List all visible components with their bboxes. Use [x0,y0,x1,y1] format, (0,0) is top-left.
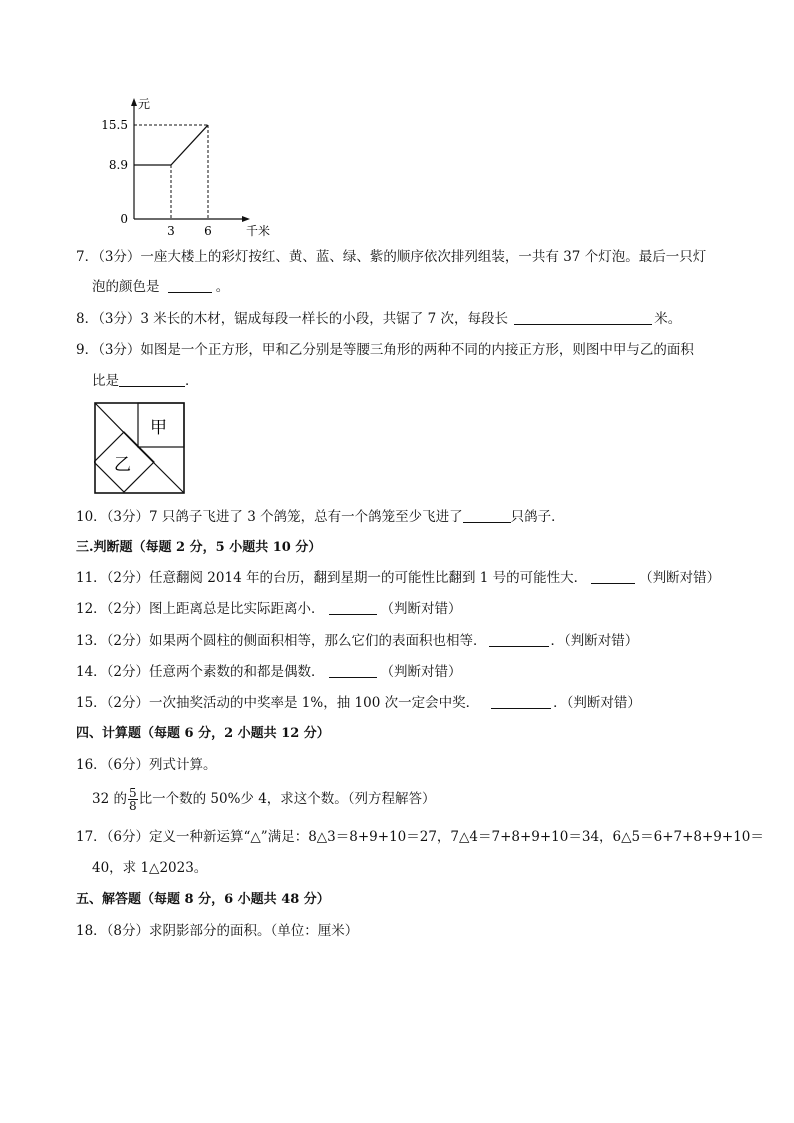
y-tick-label: 15.5 [101,118,128,132]
question-12 [76,600,462,618]
question-15-end: ．（判断对错） [553,695,641,711]
question-15 [76,694,641,712]
label-jia: 甲 [150,418,167,438]
question-8 [76,310,681,328]
section-4-heading: 四、计算题（每题 6 分，2 小题共 12 分） [76,726,330,741]
question-14-text: 14．（2分）任意两个素数的和都是偶数． [76,664,325,680]
question-10 [76,508,565,526]
question-8-text: 8．（3分）3 米长的木材，锯成每段一样长的小段，共锯了 7 次，每段长 [76,311,508,327]
x-axis-label: 千米 [246,224,271,238]
question-7-line-1: 7．（3分）一座大楼上的彩灯按红、黄、蓝、绿、紫的顺序依次排列组装，一共有 37 个灯泡。最后一只灯 [76,249,707,265]
fraction-numerator: 5 [128,786,137,800]
question-12-text: 12．（2分）图上距离总是比实际距离小． [76,601,325,617]
question-10-text: 10．（3分）7 只鸽子飞进了 3 个鸽笼，总有一个鸽笼至少飞进了 [76,509,463,525]
question-12-end: （判断对错） [380,601,462,617]
question-15-text: 15．（2分）一次抽奖活动的中奖率是 1%，抽 100 次一定会中奖． [76,695,480,711]
question-9-end: ． [185,373,199,389]
question-9-answer-blank[interactable] [119,372,185,387]
section-3-heading: 三.判断题（每题 2 分，5 小题共 10 分） [76,540,322,555]
question-18: 18．（8分）求阴影部分的面积。（单位：厘米） [76,923,359,939]
diagonal-top-left [95,403,138,447]
question-13-answer-blank[interactable] [489,632,549,647]
question-14-end: （判断对错） [380,664,462,680]
question-13 [76,632,638,650]
question-7-answer-blank[interactable] [168,278,212,293]
question-14 [76,663,462,681]
question-14-answer-blank[interactable] [329,663,377,678]
question-7-text: 泡的颜色是 [92,279,160,295]
question-8-answer-blank[interactable] [514,310,652,325]
fraction-denominator: 8 [128,799,137,813]
question-12-answer-blank[interactable] [329,600,377,615]
section-5-heading: 五、解答题（每题 8 分，6 小题共 48 分） [76,892,330,907]
question-17-line-2: 40，求 1△2023。 [92,860,208,876]
x-tick-label: 3 [167,224,175,238]
question-11-text: 11．（2分）任意翻阅 2014 年的台历，翻到星期一的可能性比翻到 1 号的可能性大． [76,570,588,586]
y-axis-label: 元 [138,97,151,111]
question-16-line-2 [92,786,436,812]
fraction-five-eighths [128,787,138,812]
question-13-end: ．（判断对错） [550,633,639,649]
question-13-text: 13．（2分）如果两个圆柱的侧面积相等，那么它们的表面积也相等． [76,633,487,649]
question-10-end: 只鸽子． [510,509,565,525]
question-9-line-2 [92,372,199,390]
question-11-end: （判断对错） [639,570,721,586]
y-axis-arrow [131,98,137,106]
question-16-line-1: 16．（6分）列式计算。 [76,757,217,773]
question-16-text-a: 32 的 [92,791,127,807]
question-10-answer-blank[interactable] [463,508,511,523]
question-7-end: 。 [215,279,230,295]
question-11 [76,569,720,587]
question-8-unit: 米。 [654,311,682,327]
question-16-text-b: 比一个数的 50%少 4，求这个数。（列方程解答） [138,791,436,807]
y-tick-label: 0 [120,212,128,226]
question-9-text: 比是 [92,373,119,389]
fare-series-line [134,125,208,165]
question-15-answer-blank[interactable] [491,694,551,709]
question-9-line-1: 9．（3分）如图是一个正方形，甲和乙分别是等腰三角形的两种不同的内接正方形，则图中甲与乙的面积 [76,342,694,358]
question-11-answer-blank[interactable] [591,569,635,584]
y-tick-label: 8.9 [108,158,128,173]
square-figure [94,402,186,496]
x-tick-label: 6 [204,224,212,238]
question-7-line-2 [92,278,229,296]
x-axis-arrow [242,216,250,222]
price-distance-chart [100,90,280,240]
diagonal-bottom-right [138,447,184,493]
question-17-line-1: 17．（6分）定义一种新运算“△”满足：8△3＝8+9+10＝27，7△4＝7+8+9+10＝34，6△5＝6+7+8+9+10＝ [76,829,764,845]
label-yi: 乙 [114,455,131,475]
